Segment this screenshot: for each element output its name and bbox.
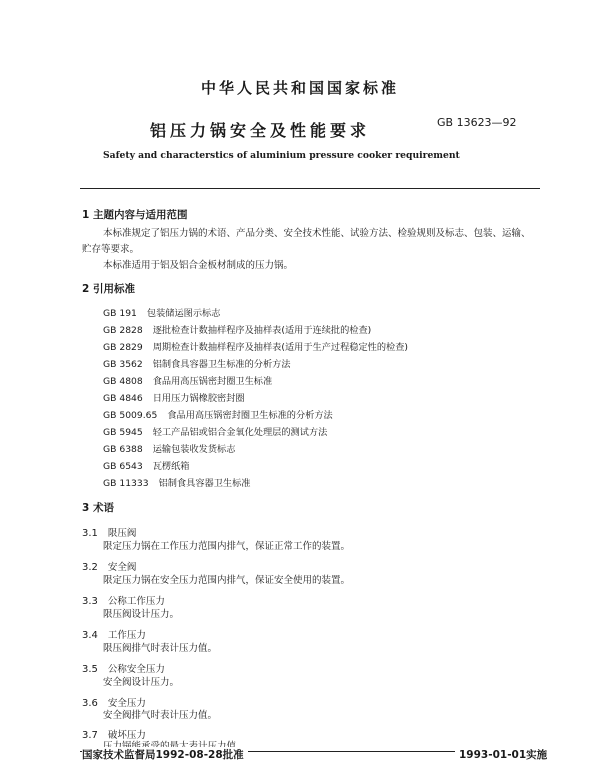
- term-number: 3.4: [82, 630, 98, 641]
- term-number: 3.6: [82, 698, 98, 709]
- reference-item: [103, 322, 371, 336]
- approval-date: 国家技术监督局1992-08-28批准: [82, 747, 248, 762]
- term-name: 工作压力: [107, 630, 146, 641]
- reference-code: GB 2829: [103, 342, 143, 353]
- reference-title: 铝制食具容器卫生标准: [158, 478, 251, 489]
- reference-item: [103, 339, 408, 353]
- reference-code: GB 6543: [103, 461, 143, 472]
- section1-heading: 1 主题内容与适用范围: [82, 209, 188, 221]
- reference-item: [103, 424, 327, 438]
- section1-para1-line1: 本标准规定了铝压力锅的术语、产品分类、安全技术性能、试验方法、检验规则及标志、包装、运输、: [103, 228, 531, 239]
- term-definition: 限定压力锅在工作压力范围内排气，保证正常工作的装置。: [103, 541, 351, 552]
- header-divider: [80, 188, 540, 189]
- term-name: 安全压力: [107, 698, 146, 709]
- term-number: 3.3: [82, 596, 98, 607]
- implementation-date: 1993-01-01实施: [455, 747, 547, 762]
- reference-code: GB 4846: [103, 393, 143, 404]
- term-name: 安全阀: [107, 562, 137, 573]
- term-name: 公称工作压力: [107, 596, 165, 607]
- reference-title: 轻工产品铝或铝合金氧化处理层的测试方法: [152, 427, 328, 438]
- section1-para1-line2: 贮存等要求。: [82, 244, 140, 255]
- reference-item: [103, 458, 189, 472]
- term-number: 3.5: [82, 664, 98, 675]
- term-number: 3.1: [82, 528, 98, 539]
- reference-code: GB 4808: [103, 376, 143, 387]
- reference-code: GB 6388: [103, 444, 143, 455]
- term-definition: 限压阀排气时表计压力值。: [103, 643, 218, 654]
- term-definition: 安全阀排气时表计压力值。: [103, 710, 218, 721]
- document-title: 铝压力锅安全及性能要求: [150, 121, 371, 140]
- reference-code: GB 5009.65: [103, 410, 158, 421]
- reference-code: GB 3562: [103, 359, 143, 370]
- reference-title: 包装储运图示标志: [146, 308, 221, 319]
- reference-item: [103, 305, 220, 319]
- term-name: 破坏压力: [107, 730, 146, 741]
- term-definition: 限定压力锅在安全压力范围内排气，保证安全使用的装置。: [103, 575, 351, 586]
- reference-title: 瓦楞纸箱: [152, 461, 190, 472]
- reference-title: 逐批检查计数抽样程序及抽样表(适用于连续批的检查): [152, 325, 372, 336]
- reference-title: 食品用高压锅密封圈卫生标准: [152, 376, 273, 387]
- term-name: 公称安全压力: [107, 664, 165, 675]
- reference-item: [103, 475, 250, 489]
- reference-title: 铝制食具容器卫生标准的分析方法: [152, 359, 291, 370]
- reference-item: [103, 390, 245, 404]
- english-title: Safety and characterstics of aluminium pressure cooker requirement: [103, 150, 460, 161]
- standard-title: 中华人民共和国国家标准: [200, 79, 399, 97]
- term-definition: 安全阀设计压力。: [103, 677, 180, 688]
- reference-title: 运输包装收发货标志: [152, 444, 236, 455]
- reference-code: GB 5945: [103, 427, 143, 438]
- reference-item: [103, 441, 235, 455]
- reference-title: 日用压力锅橡胶密封圈: [152, 393, 245, 404]
- term-definition: 限压阀设计压力。: [103, 609, 180, 620]
- section3-heading: 3 术语: [82, 502, 114, 514]
- gb-code: GB 13623—92: [437, 116, 517, 129]
- term-number: 3.2: [82, 562, 98, 573]
- term-name: 限压阀: [107, 528, 137, 539]
- reference-item: [103, 356, 291, 370]
- reference-item: [103, 407, 333, 421]
- reference-code: GB 191: [103, 308, 137, 319]
- reference-code: GB 11333: [103, 478, 149, 489]
- reference-item: [103, 373, 272, 387]
- term-number: 3.7: [82, 730, 98, 741]
- section1-para2: 本标准适用于铝及铝合金板材制成的压力锅。: [103, 260, 294, 271]
- section2-heading: 2 引用标准: [82, 283, 135, 295]
- reference-code: GB 2828: [103, 325, 143, 336]
- reference-title: 周期检查计数抽样程序及抽样表(适用于生产过程稳定性的检查): [152, 342, 408, 353]
- reference-title: 食品用高压锅密封圈卫生标准的分析方法: [167, 410, 333, 421]
